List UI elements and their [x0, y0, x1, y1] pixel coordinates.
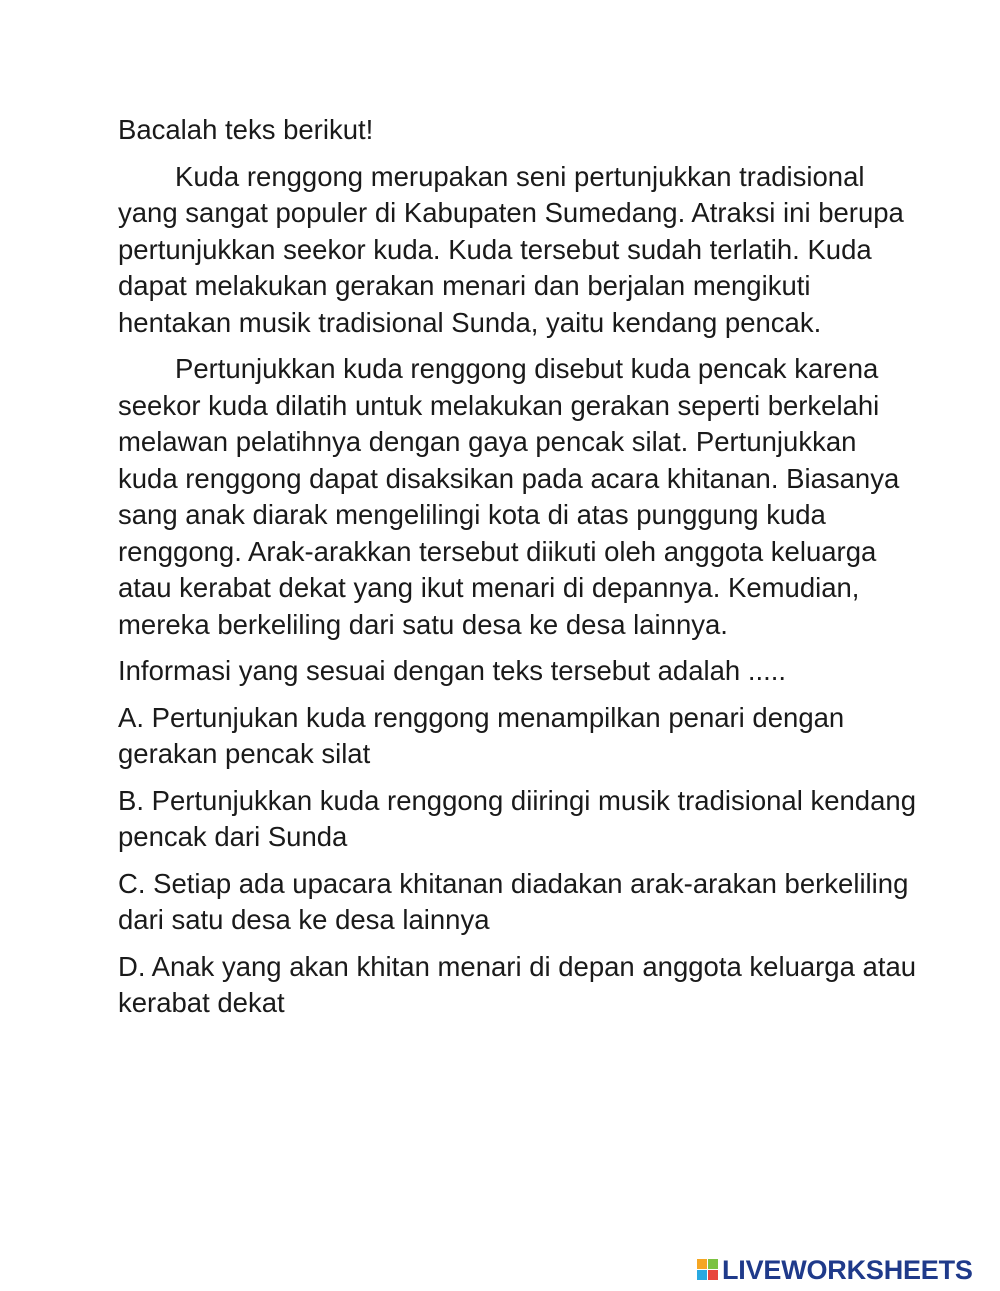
instruction-text: Bacalah teks berikut! [118, 114, 374, 145]
answer-option-b: B. Pertunjukkan kuda renggong diiringi musik tradisional kendang pencak dari Sunda [118, 784, 916, 852]
reading-paragraph-1: Kuda renggong merupakan seni pertunjukkan tradisional yang sangat populer di Kabupaten Sumedang. Atraksi ini berupa pertunjukkan seekor kuda. Kuda tersebut sudah terlatih. Kuda dapat melakukan gerakan menari dan berjalan mengikuti hentakan musik tradisional Sunda, yaitu kendang pencak. [118, 160, 904, 338]
answer-option-c: C. Setiap ada upacara khitanan diadakan arak-arakan berkeliling dari satu desa ke desa lainnya [118, 867, 909, 935]
question-text: Informasi yang sesuai dengan teks tersebut adalah ..... [118, 655, 787, 686]
answer-option-d: D. Anak yang akan khitan menari di depan anggota keluarga atau kerabat dekat [118, 950, 917, 1018]
logo-text: LIVEWORKSHEETS [722, 1254, 973, 1285]
answer-option-a: A. Pertunjukan kuda renggong menampilkan penari dengan gerakan pencak silat [118, 701, 845, 769]
logo-mark-square [697, 1270, 707, 1280]
logo-mark-square [708, 1259, 718, 1269]
logo-mark-square [708, 1270, 718, 1280]
reading-paragraph-2: Pertunjukkan kuda renggong disebut kuda pencak karena seekor kuda dilatih untuk melakukan gerakan seperti berkelahi melawan pelatihnya dengan gaya pencak silat. Pertunjukkan kuda renggong dapat disaksikan pada acara khitanan. Biasanya sang anak diarak mengelilingi kota di atas punggung kuda renggong. Arak-arakkan tersebut diikuti oleh anggota keluarga atau kerabat dekat yang ikut menari di depannya. Kemudian, mereka berkeliling dari satu desa ke desa lainnya. [118, 353, 900, 640]
worksheet-page [118, 112, 918, 1032]
liveworksheets-logo [697, 1255, 973, 1285]
logo-mark-square [697, 1259, 707, 1269]
liveworksheets-logo-icon [697, 1259, 719, 1281]
